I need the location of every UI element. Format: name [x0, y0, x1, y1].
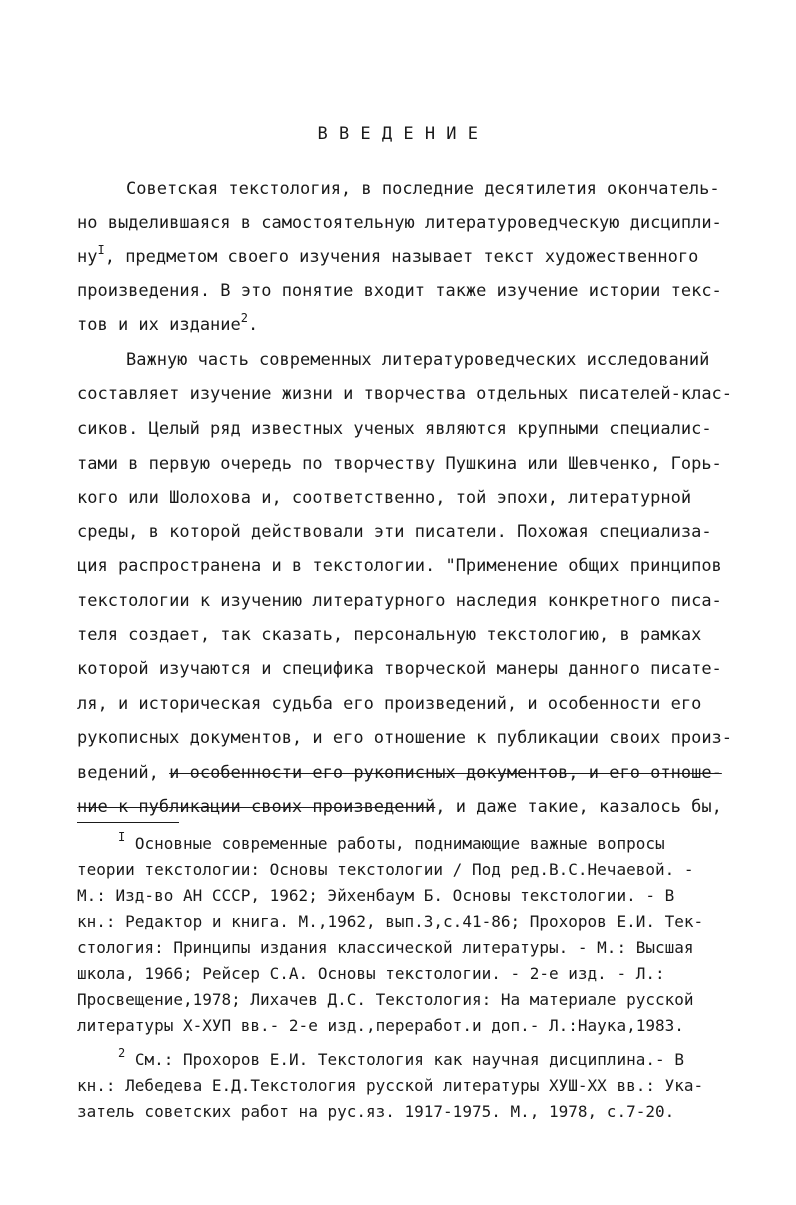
- text-segment: , и даже такие, казалось бы,: [435, 797, 722, 817]
- text-segment: ведений,: [77, 763, 170, 783]
- text-segment: ну: [77, 247, 98, 267]
- footnote-separator: [77, 822, 179, 823]
- text-segment: Основные современные работы, поднимающие важные вопросы: [134, 834, 665, 853]
- footnote-line: М.: Изд-во АН СССР, 1962; Эйхенбаум Б. Основы текстологии. - В: [77, 886, 675, 905]
- footnote-line: школа, 1966; Рейсер С.А. Основы текстологии. - 2-е изд. - Л.:: [77, 964, 665, 983]
- text-segment: .: [248, 315, 259, 335]
- text-line: тами в первую очередь по творчеству Пушкина или Шевченко, Горь-: [77, 454, 722, 474]
- text-line: но выделившаяся в самостоятельную литературоведческую дисципли-: [77, 213, 722, 233]
- footnote-line: затель советских работ на рус.яз. 1917-1975. М., 1978, с.7-20.: [77, 1102, 675, 1121]
- text-line: [77, 243, 699, 267]
- footnote-line: [118, 830, 665, 853]
- footnote-marker: I: [118, 830, 126, 844]
- text-line: сиков. Целый ряд известных ученых являются крупными специалис-: [77, 419, 712, 439]
- text-line: [77, 765, 722, 782]
- footnote-ref: 2: [240, 311, 248, 325]
- footnote-ref: I: [97, 243, 105, 257]
- struck-text: и особенности его рукописных документов, и его отноше-: [169, 763, 722, 783]
- text-line: Важную часть современных литературоведческих исследований: [126, 350, 710, 370]
- text-line: рукописных документов, и его отношение к публикации своих произ-: [77, 728, 733, 748]
- footnote-marker: 2: [118, 1046, 126, 1060]
- page-title: В В Е Д Е Н И Е: [317, 124, 479, 144]
- text-segment: См.: Прохоров Е.И. Текстология как научная дисциплина.- В: [134, 1050, 684, 1069]
- text-line: [77, 311, 259, 335]
- footnote-line: кн.: Лебедева Е.Д.Текстология русской литературы ХУШ-ХХ вв.: Ука-: [77, 1076, 704, 1095]
- text-line: [77, 799, 722, 816]
- text-line: теля создает, так сказать, персональную текстологию, в рамках: [77, 625, 702, 645]
- footnote-line: стология: Принципы издания классической литературы. - М.: Высшая: [77, 938, 694, 957]
- text-line: Советская текстология, в последние десятилетия окончатель-: [126, 179, 720, 199]
- text-line: произведения. В это понятие входит также изучение истории текс-: [77, 281, 722, 301]
- text-line: среды, в которой действовали эти писатели. Похожая специализа-: [77, 522, 712, 542]
- text-segment: , предметом своего изучения называет текст художественного: [104, 247, 699, 267]
- text-line: текстологии к изучению литературного наследия конкретного писа-: [77, 591, 722, 611]
- footnote-line: теории текстологии: Основы текстологии / Под ред.В.С.Нечаевой. -: [77, 860, 694, 879]
- text-line: ля, и историческая судьба его произведений, и особенности его: [77, 694, 702, 714]
- footnote-line: кн.: Редактор и книга. М.,1962, вып.3,с.41-86; Прохоров Е.И. Тек-: [77, 912, 704, 931]
- footnote-line: [118, 1046, 684, 1069]
- struck-text: ние к публикации своих произведений: [77, 797, 436, 817]
- text-line: ция распространена и в текстологии. "Применение общих принципов: [77, 556, 722, 576]
- text-line: составляет изучение жизни и творчества отдельных писателей-клас-: [77, 384, 733, 404]
- text-line: кого или Шолохова и, соответственно, той эпохи, литературной: [77, 488, 692, 508]
- text-segment: тов и их издание: [77, 315, 241, 335]
- footnote-line: Просвещение,1978; Лихачев Д.С. Текстология: На материале русской: [77, 990, 694, 1009]
- text-line: которой изучаются и специфика творческой манеры данного писате-: [77, 659, 722, 679]
- footnote-line: литературы Х-ХУП вв.- 2-е изд.,переработ.и доп.- Л.:Наука,1983.: [77, 1016, 684, 1035]
